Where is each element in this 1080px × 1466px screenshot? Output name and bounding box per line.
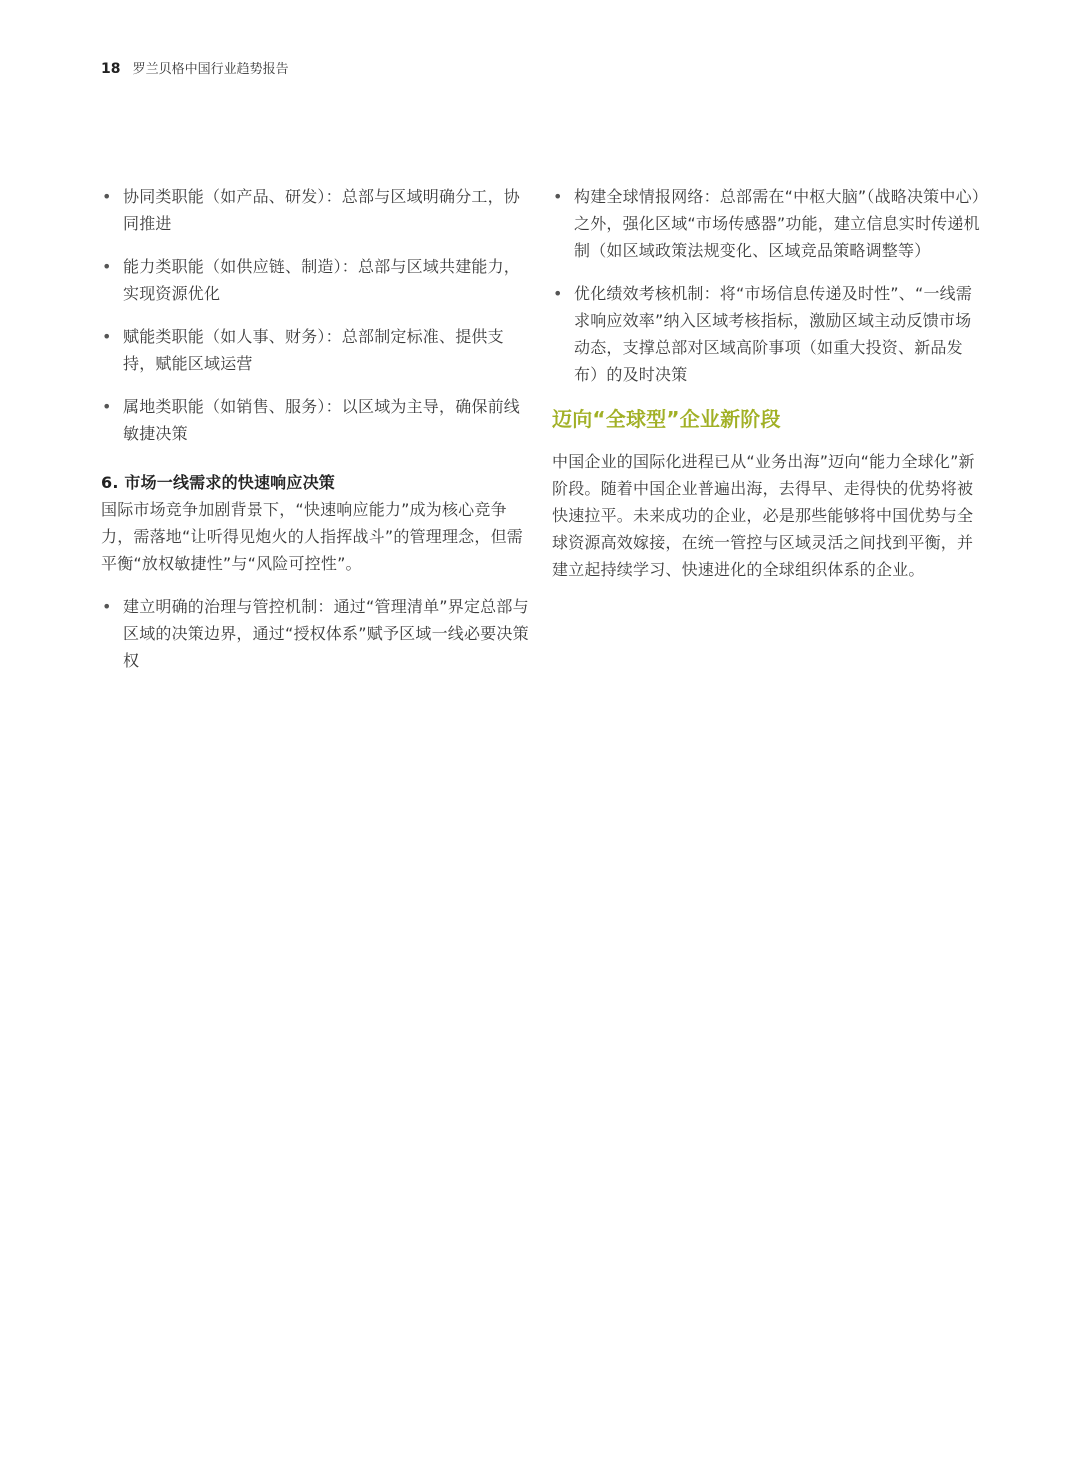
bullet-icon: • <box>102 327 112 346</box>
mechanism-list <box>552 183 980 388</box>
bullet-icon: • <box>553 187 563 206</box>
bullet-icon: • <box>102 187 112 206</box>
bullet-icon: • <box>553 284 563 303</box>
right-column <box>552 183 980 599</box>
function-type-list <box>101 183 529 447</box>
page-number: 18 <box>101 61 121 77</box>
bullet-icon: • <box>102 597 112 616</box>
left-column <box>101 183 529 690</box>
list-item-text: 优化绩效考核机制：将“市场信息传递及时性”、“一线需求响应效率”纳入区域考核指标，激励区域主动反馈市场动态，支撑总部对区域高阶事项（如重大投资、新品发布）的及时决策 <box>574 284 973 384</box>
report-title: 罗兰贝格中国行业趋势报告 <box>132 62 289 77</box>
page-header <box>101 60 289 79</box>
list-item <box>101 183 529 237</box>
list-item-text: 赋能类职能（如人事、财务）：总部制定标准、提供支持，赋能区域运营 <box>123 327 504 373</box>
list-item <box>101 593 529 674</box>
list-item <box>552 183 980 264</box>
subsection-heading: 迈向“全球型”企业新阶段 <box>552 407 781 431</box>
list-item <box>101 323 529 377</box>
bullet-icon: • <box>102 257 112 276</box>
section-heading: 6. 市场一线需求的快速响应决策 <box>101 473 335 492</box>
conclusion-paragraph: 中国企业的国际化进程已从“业务出海”迈向“能力全球化”新阶段。随着中国企业普遍出海，去得早、走得快的优势将被快速拉平。未来成功的企业，必是那些能够将中国优势与全球资源高效嫁接，在统一管控与区域灵活之间找到平衡，并建立起持续学习、快速进化的全球组织体系的企业。 <box>552 452 975 579</box>
list-item-text: 属地类职能（如销售、服务）：以区域为主导，确保前线敏捷决策 <box>123 397 521 443</box>
list-item <box>101 253 529 307</box>
bullet-icon: • <box>102 397 112 416</box>
list-item-text: 构建全球情报网络：总部需在“中枢大脑”（战略决策中心）之外，强化区域“市场传感器”功能，建立信息实时传递机制（如区域政策法规变化、区域竞品策略调整等） <box>574 187 980 260</box>
list-item <box>552 280 980 388</box>
section-paragraph: 国际市场竞争加剧背景下，“快速响应能力”成为核心竞争力，需落地“让听得见炮火的人指挥战斗”的管理理念，但需平衡“放权敏捷性”与“风险可控性”。 <box>101 500 523 573</box>
list-item-text: 能力类职能（如供应链、制造）：总部与区域共建能力，实现资源优化 <box>123 257 521 303</box>
list-item-text: 协同类职能（如产品、研发）：总部与区域明确分工，协同推进 <box>123 187 521 233</box>
list-item-text: 建立明确的治理与管控机制：通过“管理清单”界定总部与区域的决策边界，通过“授权体系”赋予区域一线必要决策权 <box>123 597 529 670</box>
governance-list <box>101 593 529 674</box>
list-item <box>101 393 529 447</box>
